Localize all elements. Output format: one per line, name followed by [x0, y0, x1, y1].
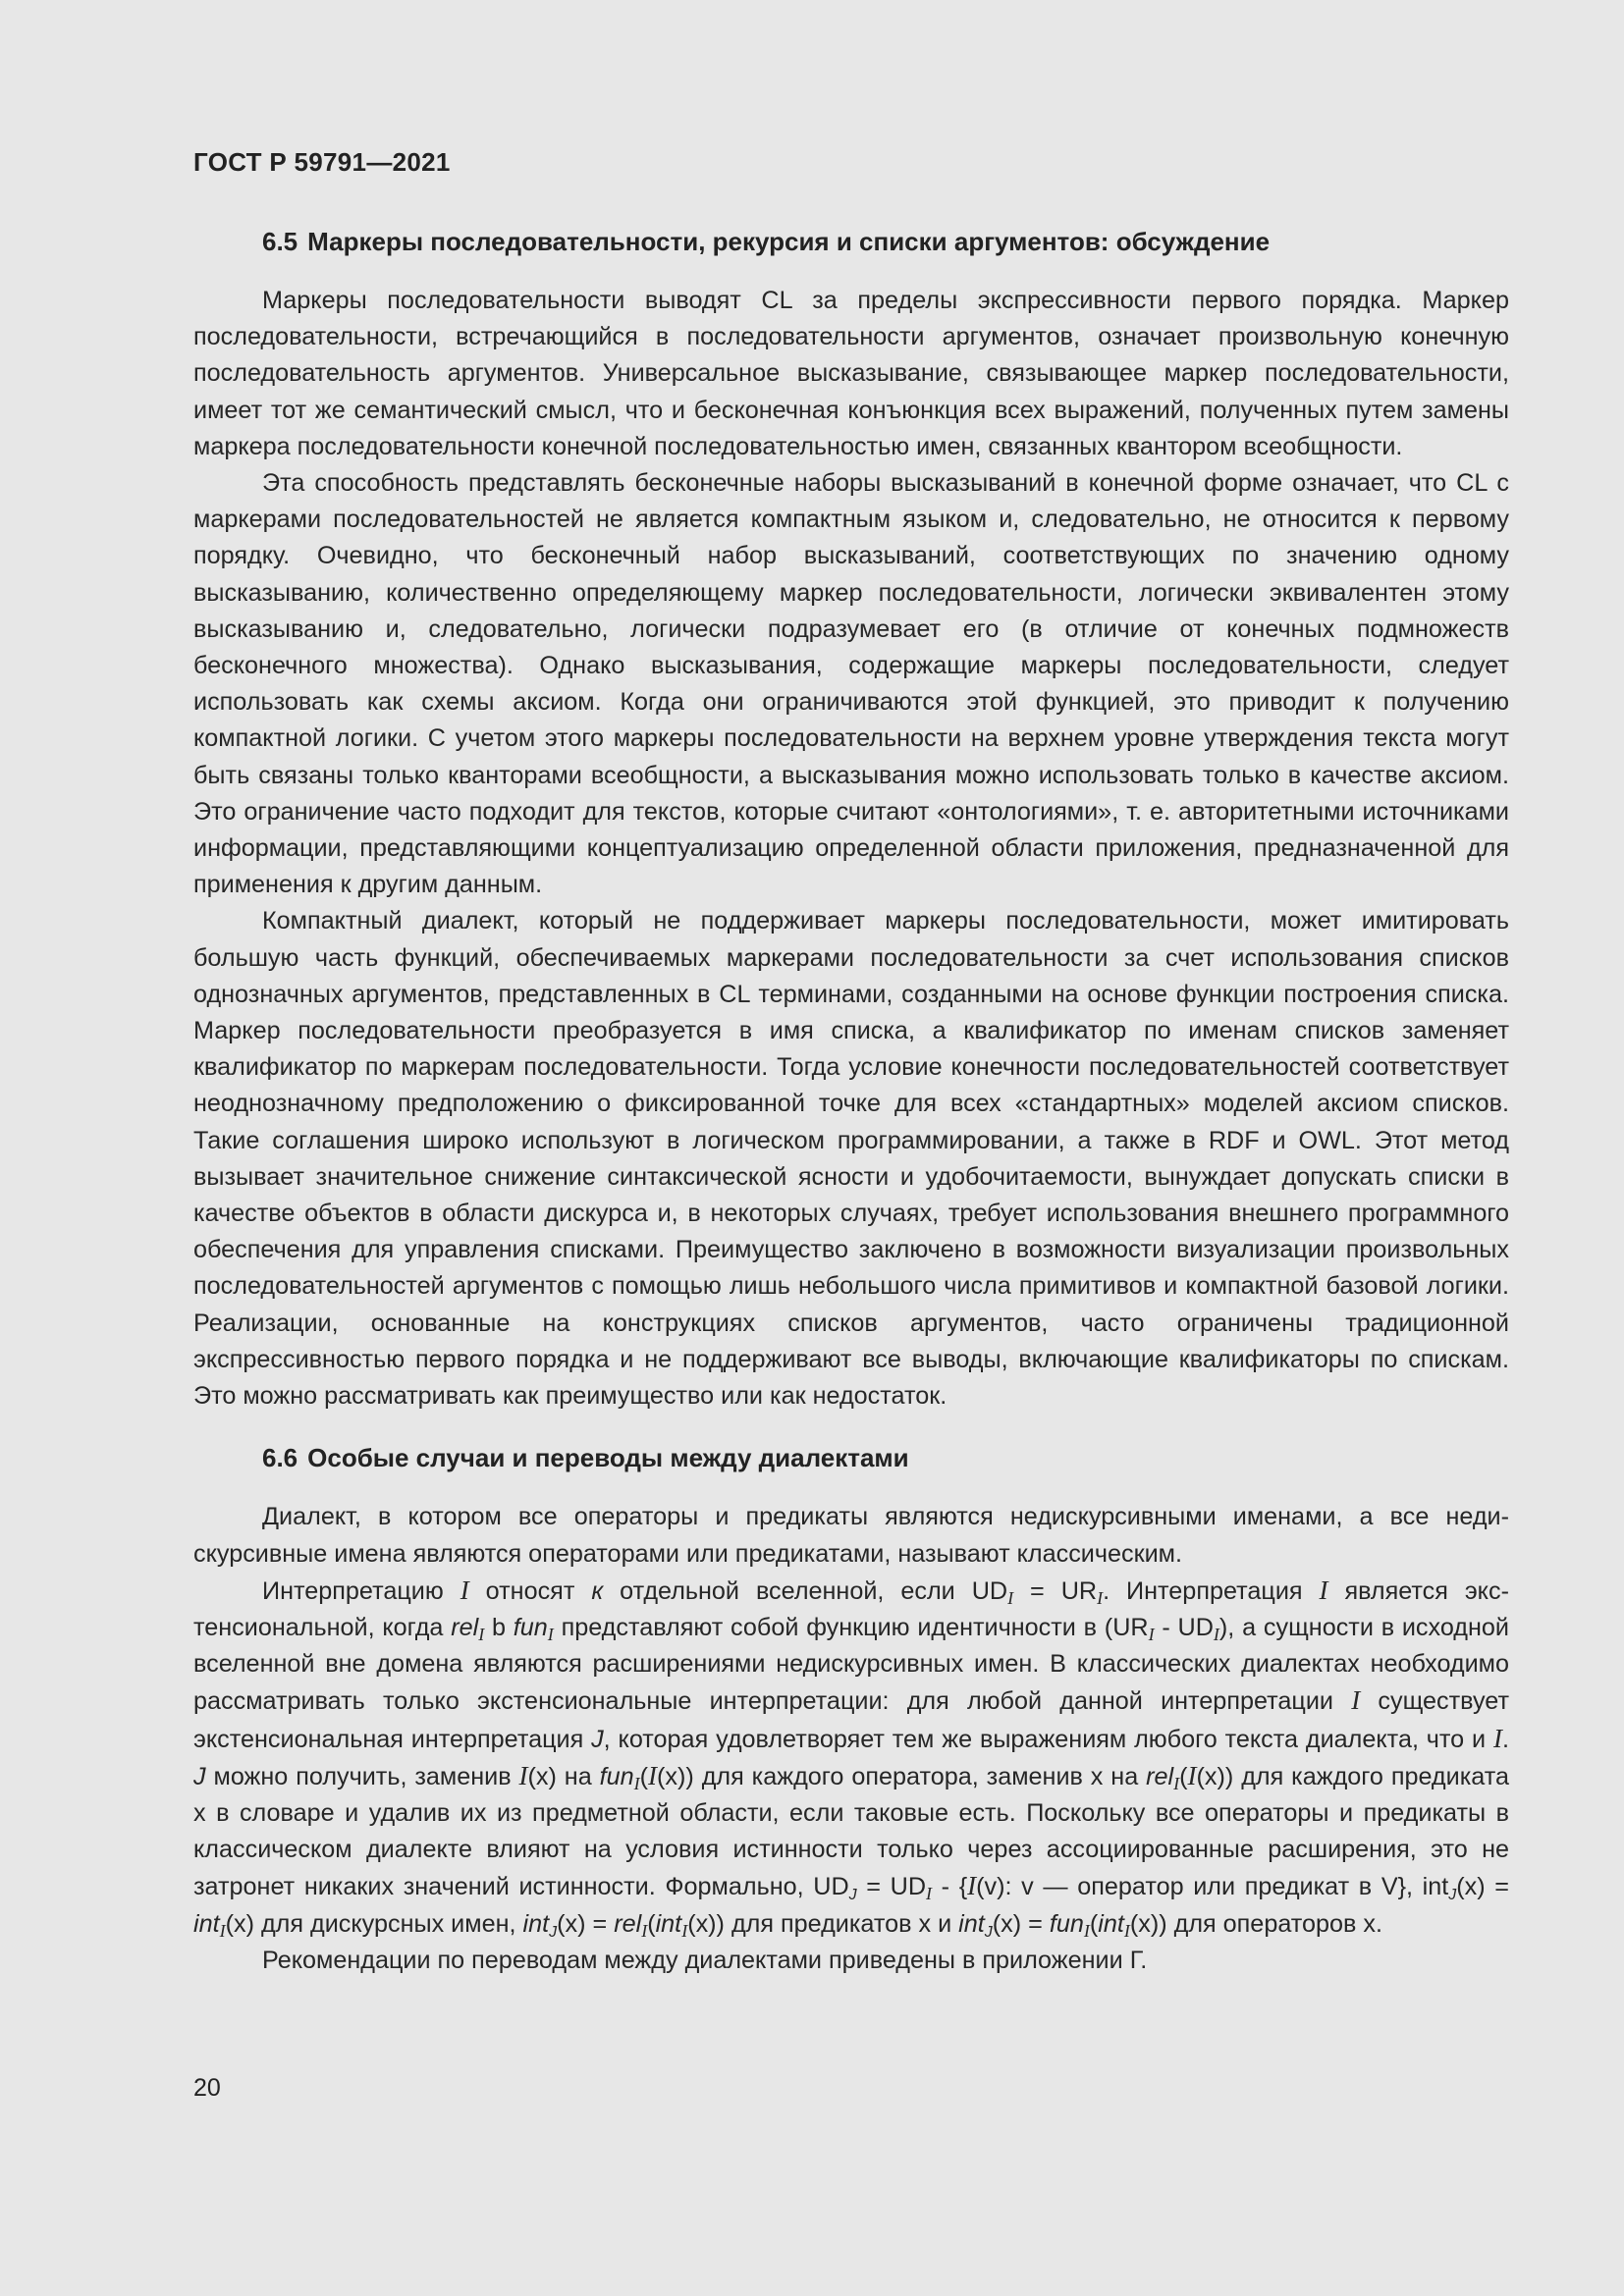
section-6-6-paragraph-3: Рекомендации по переводам между диалектами приведены в приложении Г.: [262, 1946, 1148, 1974]
section-6-6-paragraph-2: Интерпретацию I относят к отдельной вселенной, если $UD_I = UR_I$. Интерпретация I является экстенсиональной, когда rel$_I$ b fun$_I$ представляют собой функцию идентичности в $(UR_I - UD_I)$, а сущности в исходной вселенной вне домена являются расширениями недискурсивных имен. В классических диалектах необходимо рассматривать только экстенсиональные интерпретации: для любой данной интерпретации I существует экстенсиональная интерпретация J, которая удовлетворяет тем же выражениям любого текста диалекта, что и I. J можно получить, заменив I(x) на fun$_I$(I(x)) для каждого оператора, заменив x на rel$_I$(I(x)) для каждого предиката x в словаре и удалив их из предметной области, если таковые есть. Поскольку все операторы и предикаты в классическом диалекте влияют на условия истинности только через ассоциированные расширения, это не затронет никаких значений истинности. Формально, $UD_J = UD_I - \{I(v)$: v — оператор или предикат в V}, int$_J$(x) = int$_I$(x) для дискурсных имен, int$_J$(x) = rel$_I$(int$_I$(x)) для предикатов x и int$_J$(x) = fun$_I$(int$_I$(x)) для операторов x.: [193, 1575, 1510, 1941]
section-6-5-paragraph-3: Компактный диалект, который не поддерживает маркеры последовательности, может имитировать большую часть функций, обеспечиваемых маркерами последовательности за счет использования списков однозначных аргументов, представленных в CL терминами, созданными на основе функции построения списка. Маркер последовательности преобразуется в имя списка, а квалификатор по именам списков заменяет квалификатор по маркерам последовательности. Тогда условие конечности последовательностей соответствует неоднозначному предположению о фиксированной точке для всех «стандартных» моделей аксиом списков. Такие соглашения широко используют в логическом программировании, а также в RDF и OWL. Этот метод вызывает значительное снижение синтаксической ясности и удобочитаемости, вынуждает допускать списки в качестве объектов в области дискурса и, в некоторых случаях, требует использования внешнего программного обеспечения для управления списками. Преимущество заключено в возможности визуализации произвольных последовательностей аргументов с помощью лишь небольшого числа примитивов и компактной базовой логики. Реализации, основанные на конструкциях списков аргументов, часто ограничены традиционной экспрессивностью первого порядка и не поддерживают все выводы, включающие квалификаторы по спискам. Это можно рассматривать как преимущество или как недостаток.: [193, 907, 1509, 1411]
section-6-5-number: 6.5: [262, 227, 298, 256]
page-content: [193, 224, 1509, 1979]
section-6-5-title: Маркеры последовательности, рекурсия и списки аргументов: обсуждение: [307, 227, 1271, 256]
section-6-6-paragraph-1: Диалект, в котором все операторы и предикаты являются недискурсивными именами, а все недискурсивные имена являются операторами или предикатами, называют классическим.: [193, 1503, 1509, 1568]
section-6-5-paragraph-2: Эта способность представлять бесконечные наборы высказываний в конечной форме означает, что CL с маркерами последовательностей не является компактным языком и, следовательно, не относится к первому порядку. Очевидно, что бесконечный набор высказываний, соответствующих по значению одному высказыванию, количественно определяющему маркер последовательности, логически эквивалентен этому высказыванию и, следовательно, логически подразумевает его (в отличие от конечных подмножеств бесконечного множества). Однако высказывания, содержащие маркеры последовательности, следует использовать как схемы аксиом. Когда они ограничиваются этой функцией, это приводит к получению компактной логики. С учетом этого маркеры последовательности на верхнем уровне утверждения текста могут быть связаны только кванторами всеобщности, а высказывания можно использовать только в качестве аксиом. Это ограничение часто подходит для текстов, которые считают «онтологиями», т. е. авторитетными источниками информации, представляющими концептуализацию определенной области приложения, предназначенной для применения к другим данным.: [193, 469, 1509, 899]
section-6-5-paragraph-1: Маркеры последовательности выводят CL за пределы экспрессивности первого порядка. Маркер последовательности, встречающийся в последовательности аргументов, означает произвольную конечную последовательность аргументов. Универсальное высказывание, связывающее маркер последовательности, имеет тот же семантический смысл, что и бесконечная конъюнкция всех выражений, полученных путем замены маркера последовательности конечной последовательностью имен, связанных квантором всеобщности.: [193, 287, 1509, 460]
document-header-code: ГОСТ Р 59791—2021: [193, 147, 451, 177]
page-number: 20: [193, 2074, 221, 2102]
section-6-6-heading: [193, 1440, 1509, 1475]
section-6-6-title: Особые случаи и переводы между диалектами: [307, 1443, 909, 1473]
section-6-5-heading: [193, 224, 1509, 259]
section-6-6-number: 6.6: [262, 1443, 298, 1473]
